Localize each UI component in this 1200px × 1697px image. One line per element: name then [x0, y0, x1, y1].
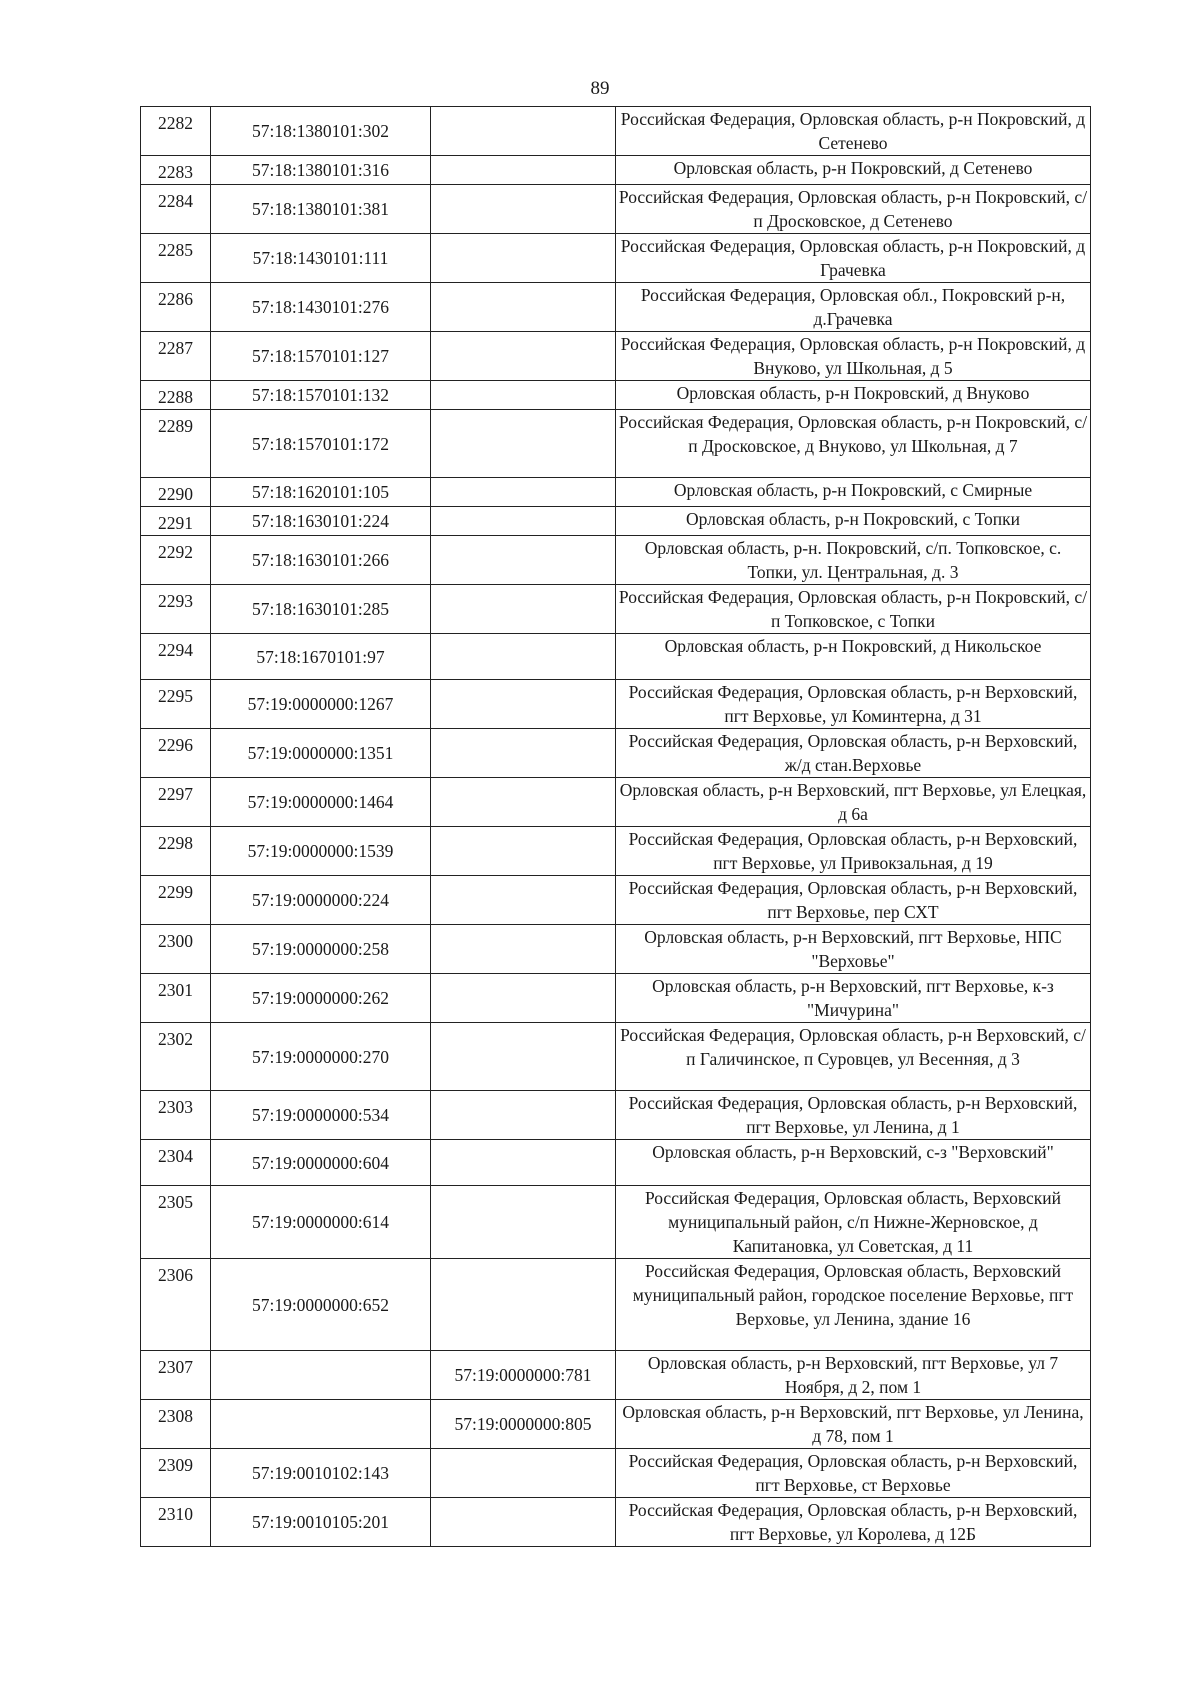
- address-cell: Орловская область, р-н Покровский, д Внуково: [616, 381, 1091, 410]
- address-cell: Российская Федерация, Орловская область, р-н Покровский, с/п Топковское, с Топки: [616, 585, 1091, 634]
- related-cadastral-number-cell: [431, 876, 616, 925]
- cadastral-number-cell: 57:18:1570101:132: [211, 381, 431, 410]
- table-row: [141, 410, 1091, 478]
- related-cadastral-number-cell: [431, 585, 616, 634]
- row-number-cell: 2306: [141, 1259, 211, 1351]
- table-row: [141, 876, 1091, 925]
- table-row: [141, 1186, 1091, 1259]
- row-number-cell: 2282: [141, 107, 211, 156]
- cadastral-number-cell: 57:19:0000000:652: [211, 1259, 431, 1351]
- address-cell: Российская Федерация, Орловская область, р-н Верховский, пгт Верховье, ул Привокзальная, д 19: [616, 827, 1091, 876]
- cadastral-number-cell: 57:19:0000000:224: [211, 876, 431, 925]
- row-number-cell: 2304: [141, 1140, 211, 1186]
- row-number-cell: 2307: [141, 1351, 211, 1400]
- cadastral-number-cell: [211, 1400, 431, 1449]
- related-cadastral-number-cell: [431, 1449, 616, 1498]
- cadastral-number-cell: 57:18:1380101:381: [211, 185, 431, 234]
- table-row: [141, 381, 1091, 410]
- address-cell: Российская Федерация, Орловская область, р-н Верховский, пгт Верховье, ст Верховье: [616, 1449, 1091, 1498]
- related-cadastral-number-cell: [431, 1140, 616, 1186]
- row-number-cell: 2297: [141, 778, 211, 827]
- row-number-cell: 2296: [141, 729, 211, 778]
- address-cell: Орловская область, р-н Верховский, пгт Верховье, ул 7 Ноября, д 2, пом 1: [616, 1351, 1091, 1400]
- address-cell: Орловская область, р-н Покровский, с Смирные: [616, 478, 1091, 507]
- cadastral-number-cell: 57:18:1430101:276: [211, 283, 431, 332]
- row-number-cell: 2303: [141, 1091, 211, 1140]
- cadastral-number-cell: [211, 1351, 431, 1400]
- address-cell: Орловская область, р-н Покровский, с Топки: [616, 507, 1091, 536]
- address-cell: Российская Федерация, Орловская область, р-н Покровский, д Грачевка: [616, 234, 1091, 283]
- related-cadastral-number-cell: [431, 381, 616, 410]
- address-cell: Орловская область, р-н Верховский, пгт Верховье, к-з "Мичурина": [616, 974, 1091, 1023]
- address-cell: Орловская область, р-н Верховский, с-з "Верховский": [616, 1140, 1091, 1186]
- cadastral-number-cell: 57:19:0000000:262: [211, 974, 431, 1023]
- table-row: [141, 107, 1091, 156]
- related-cadastral-number-cell: [431, 925, 616, 974]
- cadastral-number-cell: 57:19:0010102:143: [211, 1449, 431, 1498]
- address-cell: Российская Федерация, Орловская область, р-н Верховский, пгт Верховье, пер СХТ: [616, 876, 1091, 925]
- related-cadastral-number-cell: [431, 507, 616, 536]
- address-cell: Российская Федерация, Орловская область, р-н Верховский, пгт Верховье, ул Королева, д 12Б: [616, 1498, 1091, 1547]
- cadastral-number-cell: 57:19:0010105:201: [211, 1498, 431, 1547]
- table-row: [141, 925, 1091, 974]
- table-row: [141, 974, 1091, 1023]
- table-row: [141, 585, 1091, 634]
- cadastral-number-cell: 57:18:1380101:316: [211, 156, 431, 185]
- related-cadastral-number-cell: [431, 1186, 616, 1259]
- row-number-cell: 2293: [141, 585, 211, 634]
- related-cadastral-number-cell: 57:19:0000000:781: [431, 1351, 616, 1400]
- cadastral-number-cell: 57:18:1570101:127: [211, 332, 431, 381]
- address-cell: Орловская область, р-н Покровский, д Никольское: [616, 634, 1091, 680]
- row-number-cell: 2294: [141, 634, 211, 680]
- related-cadastral-number-cell: [431, 1498, 616, 1547]
- cadastral-number-cell: 57:18:1630101:224: [211, 507, 431, 536]
- cadastral-number-cell: 57:19:0000000:1267: [211, 680, 431, 729]
- table-row: [141, 478, 1091, 507]
- page-number: 89: [590, 78, 610, 99]
- related-cadastral-number-cell: [431, 729, 616, 778]
- cadastral-number-cell: 57:18:1670101:97: [211, 634, 431, 680]
- address-cell: Орловская область, р-н Верховский, пгт Верховье, ул Ленина, д 78, пом 1: [616, 1400, 1091, 1449]
- related-cadastral-number-cell: [431, 234, 616, 283]
- address-cell: Российская Федерация, Орловская область, Верховский муниципальный район, с/п Нижне-Жерновское, д Капитановка, ул Советская, д 11: [616, 1186, 1091, 1259]
- cadastral-number-cell: 57:19:0000000:258: [211, 925, 431, 974]
- cadastral-number-cell: 57:19:0000000:604: [211, 1140, 431, 1186]
- table-row: [141, 536, 1091, 585]
- row-number-cell: 2288: [141, 381, 211, 410]
- table-row: [141, 1400, 1091, 1449]
- row-number-cell: 2287: [141, 332, 211, 381]
- table-row: [141, 283, 1091, 332]
- table-row: [141, 156, 1091, 185]
- cadastral-number-cell: 57:18:1630101:266: [211, 536, 431, 585]
- table-row: [141, 1023, 1091, 1091]
- related-cadastral-number-cell: [431, 974, 616, 1023]
- address-cell: Российская Федерация, Орловская обл., Покровский р-н, д.Грачевка: [616, 283, 1091, 332]
- address-cell: Российская Федерация, Орловская область, р-н Верховский, ж/д стан.Верховье: [616, 729, 1091, 778]
- row-number-cell: 2305: [141, 1186, 211, 1259]
- row-number-cell: 2300: [141, 925, 211, 974]
- related-cadastral-number-cell: [431, 185, 616, 234]
- table-row: [141, 1091, 1091, 1140]
- cadastral-number-cell: 57:18:1570101:172: [211, 410, 431, 478]
- cadastral-number-cell: 57:19:0000000:1351: [211, 729, 431, 778]
- related-cadastral-number-cell: [431, 778, 616, 827]
- row-number-cell: 2285: [141, 234, 211, 283]
- cadastral-number-cell: 57:18:1620101:105: [211, 478, 431, 507]
- cadastral-number-cell: 57:18:1430101:111: [211, 234, 431, 283]
- address-cell: Российская Федерация, Орловская область, р-н Верховский, пгт Верховье, ул Ленина, д 1: [616, 1091, 1091, 1140]
- address-cell: Российская Федерация, Орловская область, р-н Покровский, д Сетенево: [616, 107, 1091, 156]
- row-number-cell: 2283: [141, 156, 211, 185]
- cadastral-number-cell: 57:19:0000000:614: [211, 1186, 431, 1259]
- address-cell: Российская Федерация, Орловская область, р-н Покровский, д Внуково, ул Школьная, д 5: [616, 332, 1091, 381]
- table-row: [141, 332, 1091, 381]
- related-cadastral-number-cell: [431, 827, 616, 876]
- cadastral-number-cell: 57:19:0000000:534: [211, 1091, 431, 1140]
- related-cadastral-number-cell: [431, 156, 616, 185]
- address-cell: Российская Федерация, Орловская область, Верховский муниципальный район, городское поселение Верховье, пгт Верховье, ул Ленина, здание 16: [616, 1259, 1091, 1351]
- row-number-cell: 2290: [141, 478, 211, 507]
- related-cadastral-number-cell: [431, 1259, 616, 1351]
- related-cadastral-number-cell: [431, 680, 616, 729]
- address-cell: Российская Федерация, Орловская область, р-н Покровский, с/п Дросковское, д Сетенево: [616, 185, 1091, 234]
- table-row: [141, 680, 1091, 729]
- table-row: [141, 729, 1091, 778]
- table-row: [141, 1498, 1091, 1547]
- cadastral-number-cell: 57:19:0000000:1464: [211, 778, 431, 827]
- row-number-cell: 2299: [141, 876, 211, 925]
- row-number-cell: 2310: [141, 1498, 211, 1547]
- row-number-cell: 2286: [141, 283, 211, 332]
- row-number-cell: 2301: [141, 974, 211, 1023]
- row-number-cell: 2284: [141, 185, 211, 234]
- row-number-cell: 2292: [141, 536, 211, 585]
- related-cadastral-number-cell: [431, 107, 616, 156]
- related-cadastral-number-cell: [431, 1023, 616, 1091]
- table-row: [141, 778, 1091, 827]
- table-row: [141, 634, 1091, 680]
- related-cadastral-number-cell: [431, 332, 616, 381]
- row-number-cell: 2295: [141, 680, 211, 729]
- table-row: [141, 1351, 1091, 1400]
- row-number-cell: 2291: [141, 507, 211, 536]
- table-row: [141, 1259, 1091, 1351]
- registry-table-body: [141, 107, 1091, 1547]
- cadastral-number-cell: 57:18:1380101:302: [211, 107, 431, 156]
- related-cadastral-number-cell: [431, 283, 616, 332]
- row-number-cell: 2308: [141, 1400, 211, 1449]
- table-row: [141, 1140, 1091, 1186]
- table-row: [141, 234, 1091, 283]
- cadastral-number-cell: 57:19:0000000:1539: [211, 827, 431, 876]
- related-cadastral-number-cell: [431, 410, 616, 478]
- address-cell: Орловская область, р-н Верховский, пгт Верховье, ул Елецкая, д 6а: [616, 778, 1091, 827]
- address-cell: Российская Федерация, Орловская область, р-н Верховский, с/п Галичинское, п Суровцев, ул Весенняя, д 3: [616, 1023, 1091, 1091]
- row-number-cell: 2302: [141, 1023, 211, 1091]
- address-cell: Российская Федерация, Орловская область, р-н Покровский, с/п Дросковское, д Внуково, ул Школьная, д 7: [616, 410, 1091, 478]
- table-row: [141, 507, 1091, 536]
- table-row: [141, 1449, 1091, 1498]
- related-cadastral-number-cell: [431, 478, 616, 507]
- related-cadastral-number-cell: [431, 634, 616, 680]
- table-row: [141, 185, 1091, 234]
- related-cadastral-number-cell: 57:19:0000000:805: [431, 1400, 616, 1449]
- row-number-cell: 2298: [141, 827, 211, 876]
- cadastral-number-cell: 57:18:1630101:285: [211, 585, 431, 634]
- table-row: [141, 827, 1091, 876]
- row-number-cell: 2289: [141, 410, 211, 478]
- address-cell: Орловская область, р-н. Покровский, с/п. Топковское, с. Топки, ул. Центральная, д. 3: [616, 536, 1091, 585]
- related-cadastral-number-cell: [431, 1091, 616, 1140]
- related-cadastral-number-cell: [431, 536, 616, 585]
- address-cell: Орловская область, р-н Верховский, пгт Верховье, НПС "Верховье": [616, 925, 1091, 974]
- address-cell: Орловская область, р-н Покровский, д Сетенево: [616, 156, 1091, 185]
- row-number-cell: 2309: [141, 1449, 211, 1498]
- registry-table: [140, 106, 1091, 1547]
- address-cell: Российская Федерация, Орловская область, р-н Верховский, пгт Верховье, ул Коминтерна, д 31: [616, 680, 1091, 729]
- cadastral-number-cell: 57:19:0000000:270: [211, 1023, 431, 1091]
